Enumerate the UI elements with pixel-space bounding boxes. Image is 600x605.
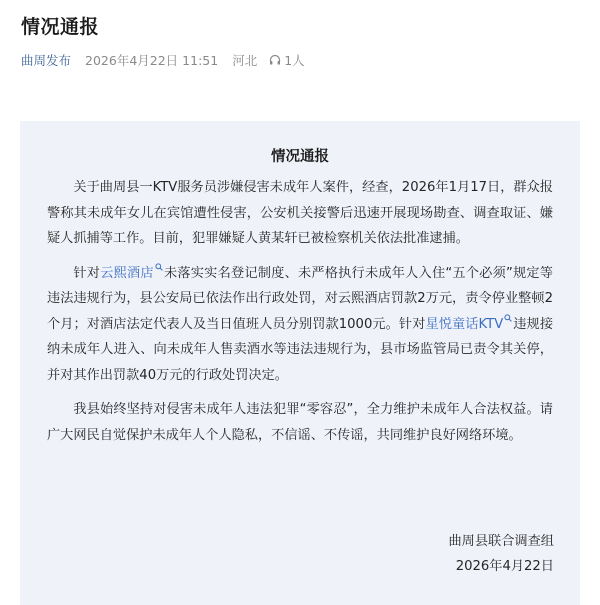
- publish-datetime: 2026年4月22日 11:51: [85, 53, 219, 68]
- ktv-link[interactable]: 星悦童话KTV: [425, 316, 504, 332]
- notice-paragraph-2: [47, 261, 553, 389]
- search-icon[interactable]: [155, 263, 163, 271]
- p2-text-1: 针对: [73, 265, 101, 281]
- article-meta: [21, 51, 305, 69]
- notice-heading: 情况通报: [271, 149, 329, 165]
- headphones-icon: [269, 54, 281, 66]
- notice-paragraph-1: 关于曲周县一KTV服务员涉嫌侵害未成年人案件，经查，2026年1月17日，群众报警称其未成年女儿在宾馆遭性侵害，公安机关接警后迅速开展现场勘查、调查取证、嫌疑人抓捕等工作。目前，犯罪嫌疑人黄某轩已被检察机关依法批准逮捕。: [47, 180, 553, 246]
- listen-button[interactable]: [269, 51, 304, 69]
- p2-text-2: 未落实实名登记制度、未严格执行未成年人入住“五个必须”规定等违法违规行为，县公安局已依法作出行政处罚，对云熙酒店罚款2万元，责令停业整顿2个月；对酒店法定代表人及当日值班人员分别罚款1000元。针对: [47, 265, 553, 332]
- location-label: 河北: [232, 53, 258, 68]
- listener-count: 1人: [284, 53, 305, 68]
- p2-text-3: 违规接纳未成年人进入、向未成年人售卖酒水等违法违规行为，县市场监管局已责令其关停，并对其作出罚款40万元的行政处罚决定。: [47, 316, 554, 383]
- article-title: 情况通报: [21, 16, 100, 38]
- source-link[interactable]: 曲周发布: [21, 53, 72, 68]
- notice-box: [20, 121, 580, 605]
- search-icon[interactable]: [504, 314, 512, 322]
- hotel-link[interactable]: 云熙酒店: [100, 265, 154, 281]
- signature-date: 2026年4月22日: [455, 559, 554, 574]
- notice-signature-block: [449, 529, 555, 579]
- notice-paragraph-3: 我县始终坚持对侵害未成年人违法犯罪“零容忍”，全力维护未成年人合法权益。请广大网民自觉保护未成年人个人隐私，不信谣、不传谣，共同维护良好网络环境。: [47, 402, 553, 443]
- signature-org: 曲周县联合调查组: [448, 534, 554, 549]
